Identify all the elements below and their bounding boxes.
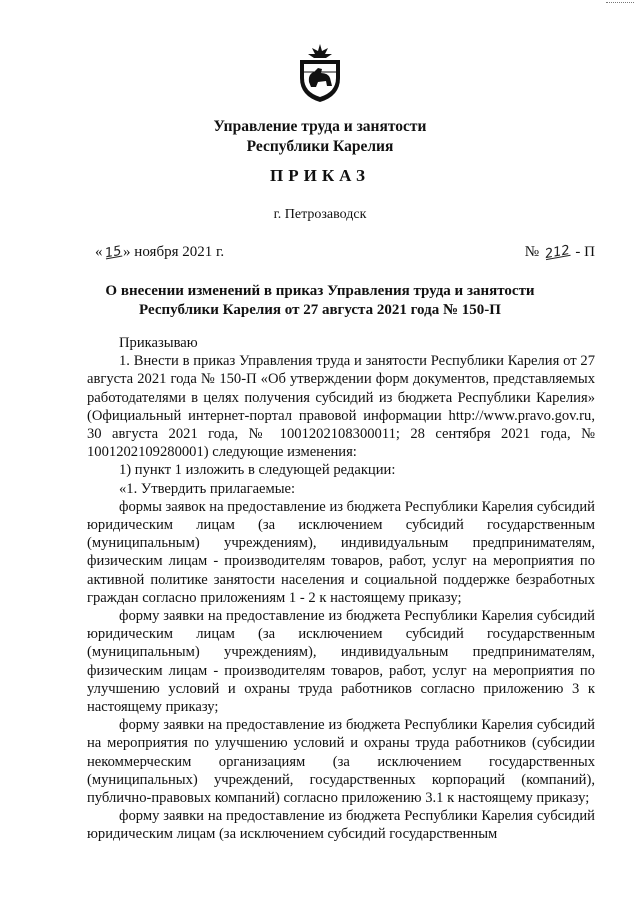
date-rest: » ноября 2021 г.: [123, 244, 225, 260]
org-line-2: Республики Карелия: [246, 138, 394, 155]
order-date: [95, 244, 224, 261]
document-type: ПРИКАЗ: [270, 166, 370, 185]
number-suffix: - П: [575, 244, 595, 260]
paragraph: форму заявки на предоставление из бюджета Республики Карелия субсидий юридическим лицам (за исключением субсидий государственным (муниципальным) учреждениям), индивидуальным предпринимателям, физическим лицам - производителям товаров, работ, услуг на мероприятия по улучшению условий и охраны труда работников согласно приложению 3 к настоящему приказу;: [87, 608, 595, 716]
subject-line-1: О внесении изменений в приказ Управления труда и занятости: [105, 283, 535, 299]
paragraph: форму заявки на предоставление из бюджета Республики Карелия субсидий юридическим лицам (за исключением субсидий государственным: [87, 808, 595, 843]
order-subject: [70, 282, 570, 320]
paragraph: форму заявки на предоставление из бюджета Республики Карелия субсидий на мероприятия по улучшению условий и охраны труда работников (субсидии некоммерческим организациям (за исключением государственных (муниципальных) учреждений, государственных корпораций (компаний), публично-правовых компаний) согласно приложению 3.1 к настоящему приказу;: [87, 717, 595, 807]
paragraph: формы заявок на предоставление из бюджета Республики Карелия субсидий юридическим лицам (за исключением субсидий государственным (муниципальным) учреждениям), индивидуальным предпринимателям, физическим лицам - производителям товаров, работ, услуг на мероприятия по активной политике занятости населения и социальной поддержке безработных граждан согласно приложениям 1 - 2 к настоящему приказу;: [87, 498, 595, 606]
city: г. Петрозаводск: [273, 207, 367, 222]
organization-name: [0, 117, 640, 157]
paragraph: «1. Утвердить прилагаемые:: [119, 480, 296, 497]
subject-line-2: Республики Карелия от 27 августа 2021 года № 150-П: [139, 302, 501, 318]
order-number: [525, 244, 595, 261]
open-quote: «: [95, 244, 103, 260]
handwritten-number: 212: [543, 242, 571, 263]
org-line-1: Управление труда и занятости: [213, 118, 427, 135]
order-body: [87, 334, 595, 844]
paragraph: 1. Внести в приказ Управления труда и занятости Республики Карелия от 27 августа 2021 года № 150-П «Об утверждении форм документов, представляемых работодателями в целях получения субсидий из бюджета Республики Карелия» (Официальный интернет-портал правовой информации http://www.pravo.gov.ru, 30 августа 2021 года, № 1001202108300011; 28 сентября 2021 года, № 1001202109280001) следующие изменения:: [87, 353, 595, 461]
coat-of-arms-icon: [294, 42, 346, 104]
handwritten-day: 15: [103, 243, 123, 262]
scan-mark: [606, 2, 634, 6]
paragraph: 1) пункт 1 изложить в следующей редакции:: [119, 462, 396, 479]
paragraph: Приказываю: [119, 335, 198, 351]
number-prefix: №: [524, 244, 540, 260]
